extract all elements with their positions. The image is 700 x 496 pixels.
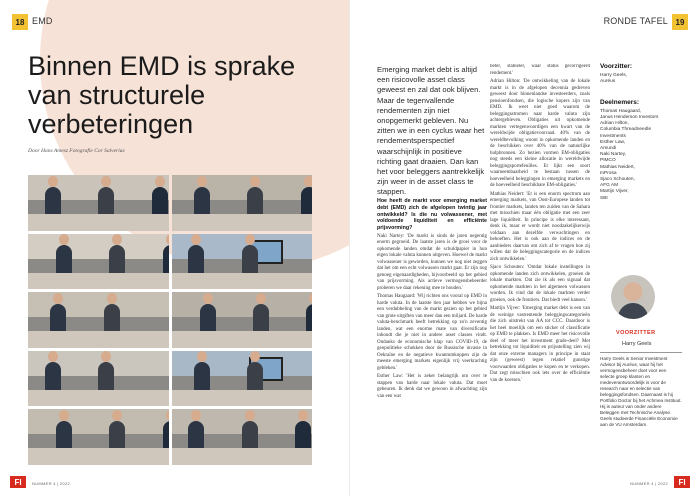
moderator-heading: Voorzitter: bbox=[600, 63, 633, 70]
photo-grid bbox=[28, 175, 312, 465]
article-column-2 bbox=[490, 64, 590, 486]
article-headline: Binnen EMD is sprake van structurele verbeteringen bbox=[28, 51, 296, 139]
article-paragraph: Sjaco Schouten: 'Omdat lokale instellingen in opkomende landen zich ontwikkelen, groeien de lokale markten. Dat zie ik als een signaal dat opkomende markten in het algemeen volwassen worden. Ik vind dat de lokale markten verder groeien, ook de frontiers. Dat biedt veel kansen.' bbox=[490, 265, 590, 303]
participants-heading: Deelnemers: bbox=[600, 98, 640, 106]
roundtable-photo bbox=[172, 175, 313, 231]
roundtable-photo bbox=[28, 292, 169, 348]
moderator-name: Harry Geels, Auréus bbox=[600, 73, 627, 85]
roundtable-photo bbox=[28, 351, 169, 407]
article-column-1 bbox=[377, 198, 487, 486]
participants-list: Thomas Haugaard, Janus Henderson Investors Adrian Hilton, Columbia Threadneedle Investments Esther Law, Amundi Naki Nartey, PIMCO Mathias Neidert, InProsa Sjaco Schouten, AFG AM Martijn Vijver, SBI bbox=[600, 108, 659, 201]
article-paragraph: Adrian Hilton: 'De ontwikkeling van de lokale markt is in de afgelopen decennia gedreven geweest door binnenlandse investeerders, zoals pensioenfondsen, die logische kopers zijn van EMD. Ik weet niet goed waarom de beleggingsstromen naar harde valuta zijn achtergebleven. Obligaties uit opkomende markten vertegenwoordigen een kwart van de wereldwijde obligatievoorraad. 40% van de wereldbevolking woont in opkomende landen en de beschikken over 40% van de natuurlijke hulpbronnen. Zo bezien vormen EM-obligaties nog steeds een kleine allocatie in wereldwijde beleggingsportefeuilles. Er lijkt een soort waarneembaarheid te bestaan tussen de hoeveelheid beleggingen in emerging markets en de hoeveelheid beschikbare EM-obligaties.' bbox=[490, 79, 590, 188]
section-label-right: RONDE TAFEL bbox=[603, 16, 668, 26]
section-label-left: EMD bbox=[32, 16, 53, 26]
roundtable-photo bbox=[172, 234, 313, 290]
roundtable-photo bbox=[172, 351, 313, 407]
moderator-portrait bbox=[611, 275, 655, 319]
footer-issue-right: NUMMER 4 | 2022 bbox=[630, 481, 668, 486]
article-paragraph: Esther Law: 'Het is zeker belangrijk om over te stappen van harde naar lokale valuta. Dat moet gebeuren. Ik denk dat we gewoon in afwachting zijn van een wat bbox=[377, 374, 487, 399]
page-number-right: 19 bbox=[672, 14, 688, 30]
moderator-bio: Harry Geels is Senior Investment Advisor bij Auréus, waar hij het vermogensbeheer doet voor een selecte groep klanten en medeverantwoordelijk is voor de research naar en selectie van beleggingsfondsen. Daarnaast is hij Portfolio Doctor bij het Achmea Instituut. Hij is auteur van onder andere Beleggen met Technische Analyse. Geels studeerde Financiële Economie aan de VU Amsterdam. bbox=[600, 356, 682, 427]
article-paragraph: beter, stabieler, waar status gecorrigeerd rendement.' bbox=[490, 64, 590, 76]
article-paragraph: Martijn Vijver: 'Emerging market debt is een van de weinige vastrentende beleggingscategorieën die zich uitstrekt van AA tot CCC. Daardoor is het heel moeilijk om een sticker of classificatie op EMD te plakken. Is EMD meer het risicovolle deel of meer het investment grade-deel? Met betrekking tot liquiditeit en prijsstelling zien wij dat onze externe managers in principe in staat zijn (geweest) tegen relatief gunstige voorwaarden obligaties te kopen en te verkopen. Dat zegt misschien ook iets over de efficiëntie van de koersen.' bbox=[490, 306, 590, 383]
voorzitter-label: VOORZITTER bbox=[616, 330, 656, 336]
roundtable-photo bbox=[28, 409, 169, 465]
roundtable-photo bbox=[28, 234, 169, 290]
bio-divider bbox=[600, 352, 682, 353]
article-byline: Door Hans Amesz Fotografie Cor Salverius bbox=[28, 148, 125, 154]
fi-logo-left: FI bbox=[10, 476, 26, 488]
article-intro: Emerging market debt is altijd een risicovolle asset class geweest en zal dat ook blijven. Maar de tegenvallende rendementen zijn niet onopgemerkt gebleven. Nu zitten we in een cyclus waar het rendementsperspectief waarschijnlijk in positieve richting gaat draaien. Dan kan het voor beleggers aantrekkelijk zijn weer in de asset class te stappen. bbox=[377, 65, 485, 197]
participants-sidebar bbox=[600, 64, 682, 216]
article-paragraph: Mathias Neidert: 'Er is een enorm spectrum aan emerging markets, van Oost-Europese landen tot frontier markets, landen ten zuiden van de Sahara met misschien maar één obligatie met een zeer lage liquiditeit. In principe is elke interessant, denk ik, maar er wordt niet noodzakelijkerwijs voldaan aan dezelfde verwachtingen en behoeften. Het is ook aan de indices en de aanbieders daarvan om zich af te vragen hoe zij willen dat de beleggingscategorie en de indices zich ontwikkelen.' bbox=[490, 191, 590, 262]
article-paragraph: Thomas Haugaard: 'Wij richten ons vooral op EMD in harde valuta. In de laatste tien jaar hebben we bijna een verdubbeling van de markt gezien op het gebied van grote uitgiften van meer dan een miljard. De harde valuta-benchmark heeft betrekking op zo'n zeventig landen, wat een enorme mate van diversificatie inhoudt die je niet in andere asset classes vindt. Ondanks de economische klap van COVID-19, de geopolitieke schokken door de Russische invasie in Oekraïne en de negatieve kwantumkoppen zijn de meeste emerging markets eigenlijk vrij veerkrachtig gebleken.' bbox=[377, 294, 487, 371]
roundtable-photo bbox=[172, 292, 313, 348]
article-question: Hoe heeft de markt voor emerging market debt (EMD) zich de afgelopen twintig jaar ontwikkeld? Is die nu volwassener, met voldoende liquiditeit en efficiënte prijsvorming? bbox=[377, 198, 487, 232]
roundtable-photo bbox=[28, 175, 169, 231]
roundtable-photo bbox=[172, 409, 313, 465]
voorzitter-name: Harry Geels bbox=[622, 341, 652, 347]
fi-logo-right: FI bbox=[674, 476, 690, 488]
footer-issue-left: NUMMER 4 | 2022 bbox=[32, 481, 70, 486]
article-paragraph: Naki Nartey: 'De markt is sinds de jaren negentig enorm gegroeid. De laatste jaren is de groei voor de opkomende landen omdat de schuldpapier in hun eigen lokale valuta kunnen uitgeven. Hoewel de markt volwassener is geworden, kunnen we nog niet zeggen dat het om een echt volwassen markt gaat. Er zijn nog genoeg eigenaardigheden, bijvoorbeeld op het gebied van prijsvorming. Als actieve vermogensbeheerder proberen we daar rekening mee te houden.' bbox=[377, 233, 487, 291]
page-number-left: 18 bbox=[12, 14, 28, 30]
